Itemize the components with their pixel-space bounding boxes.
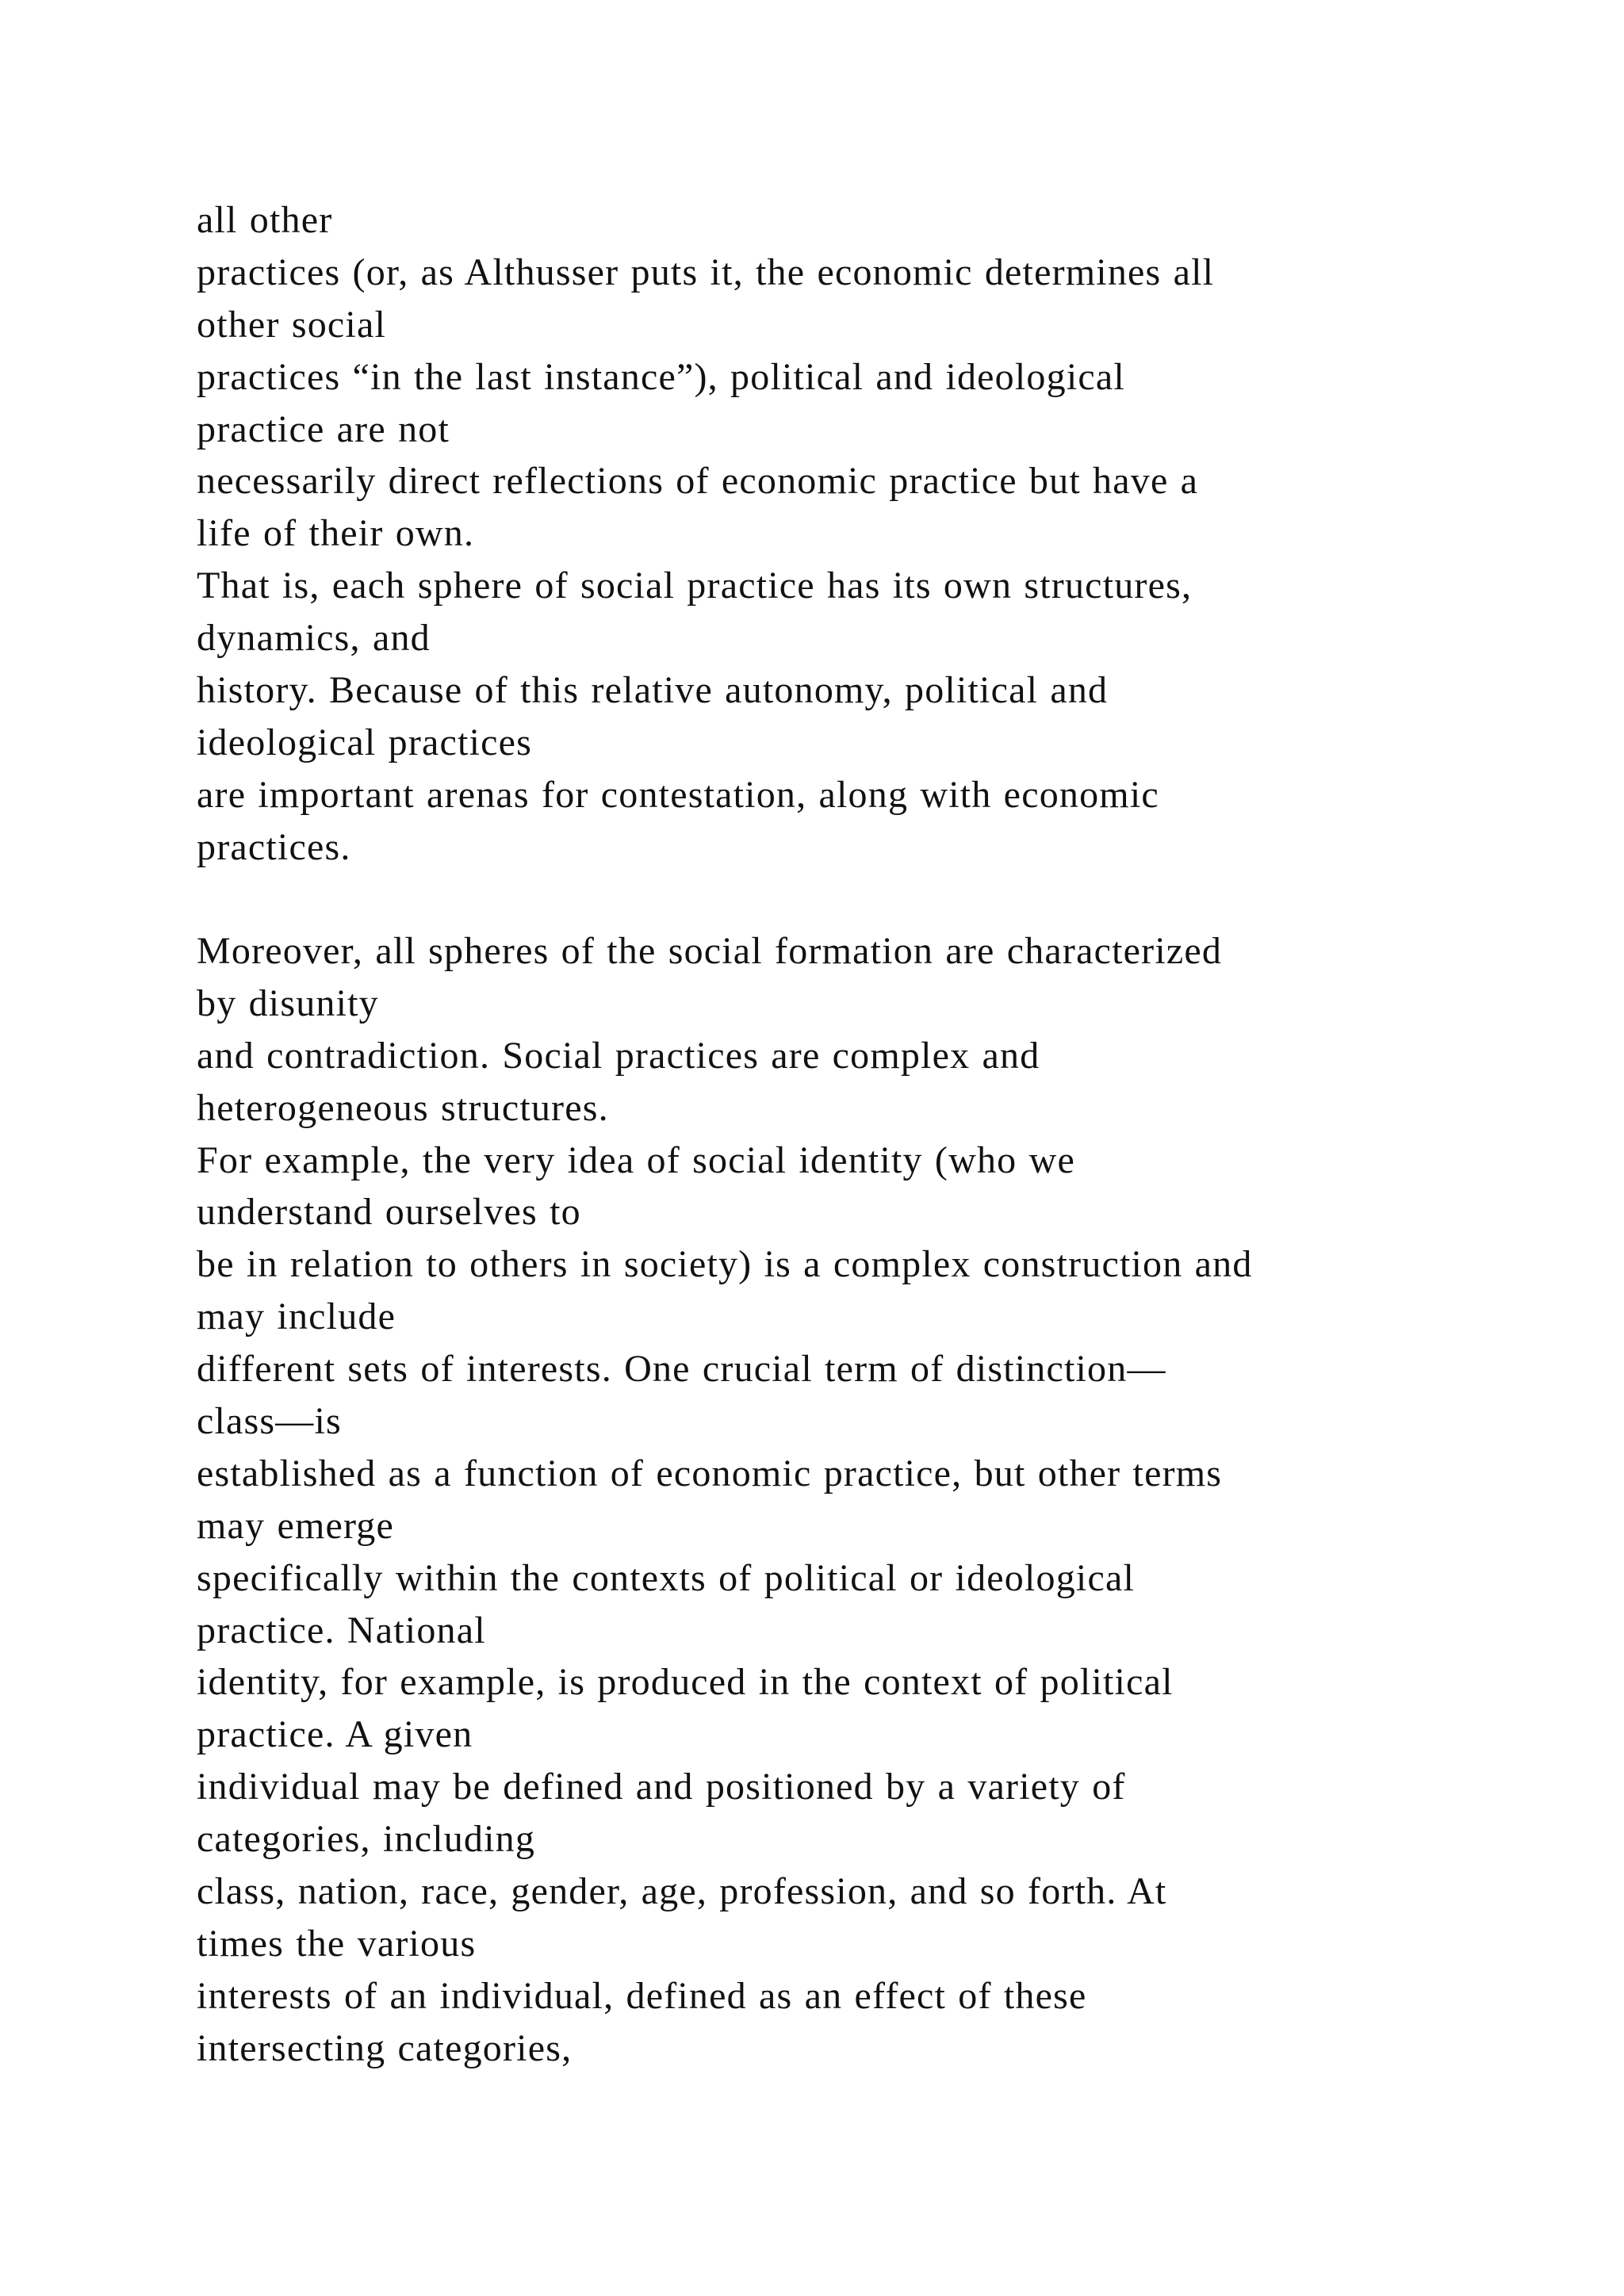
text-line: all other [197, 199, 333, 241]
text-line: times the various [197, 1922, 477, 1965]
text-line: by disunity [197, 982, 379, 1024]
paragraph-2 [197, 925, 1545, 2075]
text-line: intersecting categories, [197, 2026, 573, 2069]
text-line: practices (or, as Althusser puts it, the economic determines all [197, 251, 1215, 293]
text-line: specifically within the contexts of political or ideological [197, 1556, 1136, 1599]
text-line: For example, the very idea of social identity (who we [197, 1138, 1075, 1181]
text-line: necessarily direct reflections of economic practice but have a [197, 460, 1199, 503]
text-line: ideological practices [197, 721, 533, 763]
text-line: be in relation to others in society) is a complex construction and [197, 1243, 1253, 1286]
text-line: may include [197, 1295, 396, 1338]
text-line: heterogeneous structures. [197, 1086, 609, 1129]
text-line: practices. [197, 825, 351, 868]
text-line: history. Because of this relative autonomy, political and [197, 669, 1109, 712]
text-line: may emerge [197, 1504, 395, 1547]
text-line: practice. A given [197, 1713, 473, 1756]
text-line: different sets of interests. One crucial term of distinction— [197, 1348, 1166, 1391]
text-line: practice are not [197, 408, 450, 450]
text-line: categories, including [197, 1818, 536, 1861]
paragraph-1 [197, 194, 1545, 874]
text-line: practices “in the last instance”), political and ideological [197, 355, 1125, 398]
text-line: That is, each sphere of social practice has its own structures, [197, 564, 1193, 607]
text-line: practice. National [197, 1609, 486, 1651]
text-line: class—is [197, 1400, 342, 1443]
text-line: class, nation, race, gender, age, profession, and so forth. At [197, 1870, 1167, 1913]
text-line: life of their own. [197, 512, 475, 555]
text-line: and contradiction. Social practices are complex and [197, 1034, 1040, 1077]
text-line: individual may be defined and positioned by a variety of [197, 1766, 1126, 1808]
text-line: are important arenas for contestation, along with economic [197, 773, 1159, 816]
text-line: other social [197, 303, 386, 346]
text-line: dynamics, and [197, 617, 431, 660]
text-line: identity, for example, is produced in the context of political [197, 1661, 1174, 1704]
text-line: Moreover, all spheres of the social formation are characterized [197, 930, 1223, 972]
text-line: understand ourselves to [197, 1191, 581, 1234]
text-line: established as a function of economic practice, but other terms [197, 1452, 1223, 1494]
text-line: interests of an individual, defined as an effect of these [197, 1974, 1087, 2017]
